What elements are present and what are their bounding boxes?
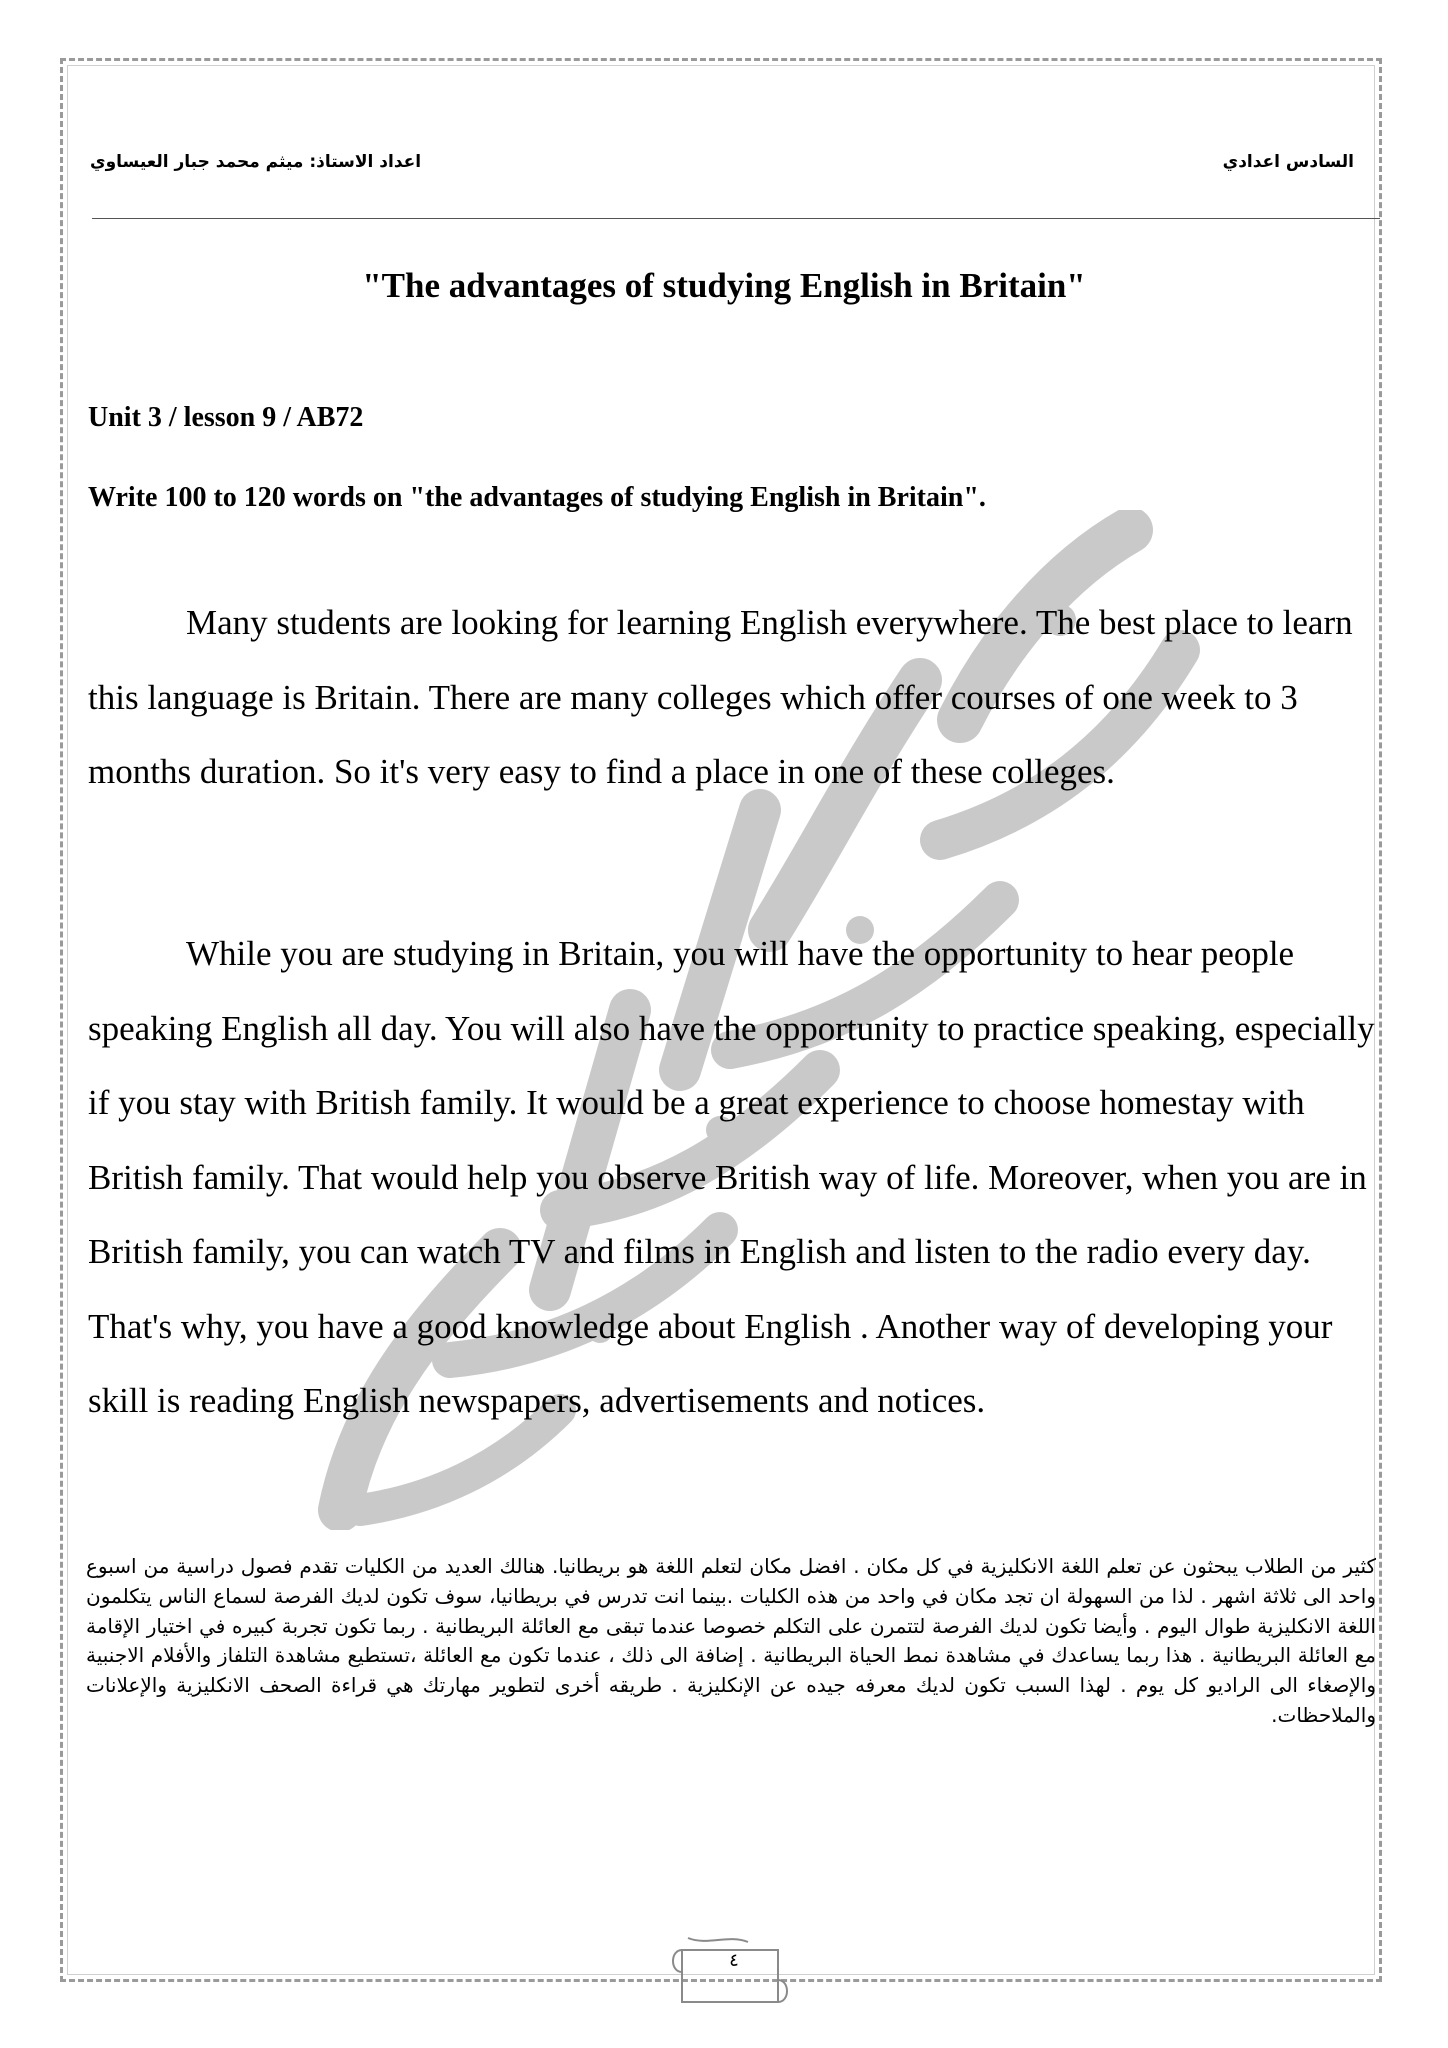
writing-instruction: Write 100 to 120 words on "the advantages of studying English in Britain". <box>88 482 986 513</box>
author-label: اعداد الاستاذ: ميثم محمد جبار العيساوي <box>90 152 422 172</box>
essay-paragraph-2 <box>88 917 1378 1439</box>
scroll-icon <box>668 1932 796 2018</box>
essay-paragraph-1-text: Many students are looking for learning English everywhere. The best place to learn this language is Britain. There are many colleges which offer courses of one week to 3 months duration. So it's very easy to find a place in one of these colleges. <box>88 603 1353 791</box>
page-title: "The advantages of studying English in Britain" <box>362 266 1086 305</box>
header-divider <box>92 218 1380 219</box>
essay-paragraph-2-text: While you are studying in Britain, you will have the opportunity to hear people speaking English all day. You will also have the opportunity to practice speaking, especially if you stay with British family. It would be a great experience to choose homestay with British family. That would help you observe British way of life. Moreover, when you are in British family, you can watch TV and films in English and listen to the radio every day. That's why, you have a good knowledge about English . Another way of developing your skill is reading English newspapers, advertisements and notices. <box>88 934 1375 1420</box>
essay-paragraph-1 <box>88 586 1378 810</box>
page-number: ٤ <box>729 1950 739 1971</box>
grade-label: السادس اعدادي <box>1222 152 1354 172</box>
arabic-translation: كثير من الطلاب يبحثون عن تعلم اللغة الانكليزية في كل مكان . افضل مكان لتعلم اللغة هو بريطانيا. هنالك العديد من الكليات تقدم فصول دراسية من اسبوع واحد الى ثلاثة اشهر . لذا من السهولة ان تجد مكان في واحد من هذه الكليات .بينما انت تدرس في بريطانيا، سوف تكون لديك الفرصة لسماع الناس يتكلمون اللغة الانكليزية طوال اليوم . وأيضا تكون لديك الفرصة لتتمرن على التكلم خصوصا عندما تبقى مع العائلة البريطانية . ربما تكون تجربة كبيره في اختيار الإقامة مع العائلة البريطانية . هذا ربما يساعدك في مشاهدة نمط الحياة البريطانية . إضافة الى ذلك ، عندما تكون مع العائلة ،تستطيع مشاهدة التلفاز والأفلام الاجنبية والإصغاء الى الراديو كل يوم . لهذا السبب تكون لديك معرفه جيده عن الإنكليزية . طريقه أخرى لتطوير مهارتك هي قراءة الصحف الانكليزية والإعلانات والملاحظات. <box>86 1554 1376 1727</box>
unit-reference: Unit 3 / lesson 9 / AB72 <box>88 402 364 433</box>
